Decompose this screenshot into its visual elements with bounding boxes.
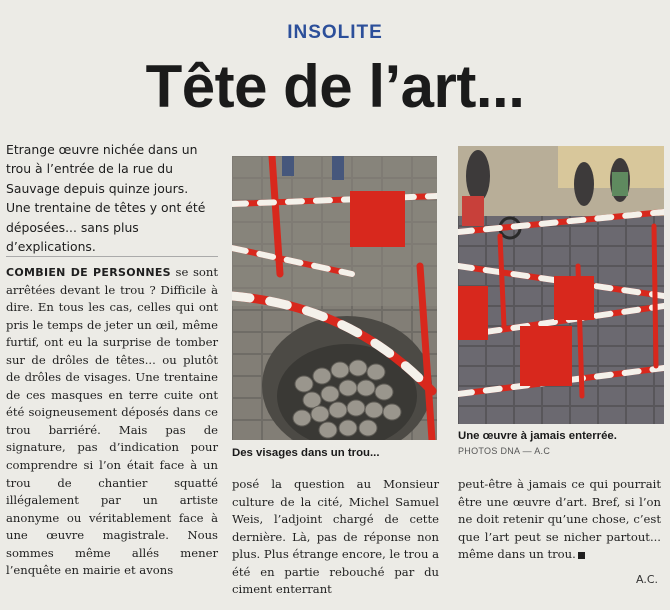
photo-street-illustration [458, 146, 664, 424]
body-column-1 [6, 264, 218, 580]
caption-photo-1: Des visages dans un trou... [232, 447, 380, 459]
body-text-1: se sont arrêtées devant le trou ? Difficile à dire. En tous les cas, celles qui ont pris le temps de jeter un œil, même furtif, ont eu la surprise de tomber sur de drôles de têtes... ou plutôt de drôles de visages. Une trentaine de ces masques en terre cuite ont été soigneusement déposés dans ce trou barriéré. Mais pas de signature, pas d’indication pour comprendre si l’on était face à un trou de chantier squatté illégalement par un artiste anonyme ou véritablement face à une œuvre magistrale. Nous sommes même allés mener l’enquête en mairie et avons [6, 265, 218, 578]
caption-photo-2: Une œuvre à jamais enterrée. [458, 430, 617, 442]
section-kicker: INSOLITE [287, 22, 383, 43]
body-text-3: peut-être à jamais ce qui pourrait être une œuvre d’art. Bref, si l’on ne doit retenir qu’une chose, c’est que l’art peut se nicher partout... même dans un trou. [458, 477, 661, 562]
end-mark-icon [578, 552, 585, 559]
photo-masks-illustration [232, 156, 437, 440]
photo-masks-in-hole [232, 156, 437, 440]
lede-divider [6, 256, 218, 257]
body-column-2: posé la question au Monsieur culture de la cité, Michel Samuel Weis, l’adjoint chargé de cette dernière. Là, pas de réponse non plus. Plus étrange encore, le trou a été en partie rebouché par du ciment enterrant [232, 477, 440, 597]
lede-paragraph: Etrange œuvre nichée dans un trou à l’entrée de la rue du Sauvage depuis quinze jours. Une trentaine de têtes y ont été déposées... sans plus d’explications. [6, 142, 206, 255]
lead-in: COMBIEN DE PERSONNES [6, 266, 171, 279]
body-column-3 [458, 476, 661, 564]
headline: Tête de l’art... [145, 53, 525, 120]
photo-credit: PHOTOS DNA — A.C [458, 446, 551, 456]
photo-street-barriers [458, 146, 664, 424]
author-signature: A.C. [635, 573, 658, 586]
